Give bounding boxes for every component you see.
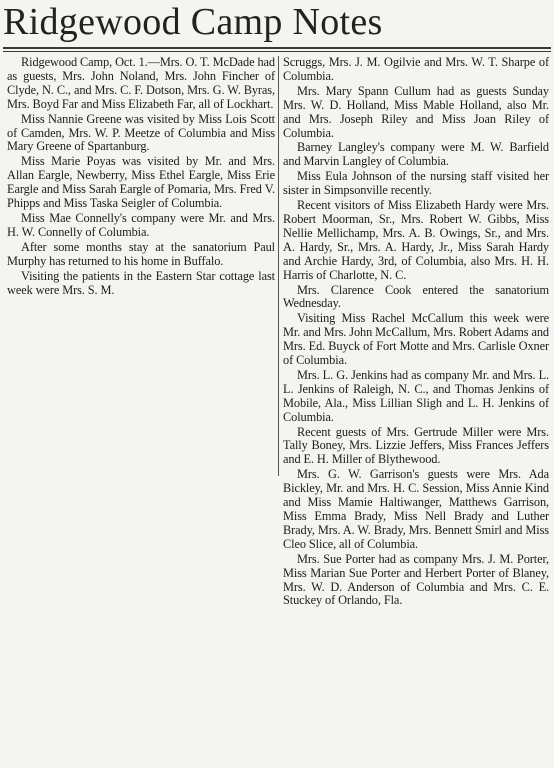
paragraph: Visiting Miss Rachel McCallum this week were Mr. and Mrs. John McCallum, Mrs. Robert Adams and Mrs. Ed. Buyck of Fort Motte and Mrs. Carlisle Oxner of Columbia.	[283, 311, 549, 368]
paragraph: Barney Langley's company were M. W. Barfield and Marvin Langley of Columbia.	[283, 140, 549, 169]
paragraph: Miss Nannie Greene was visited by Miss Lois Scott of Camden, Mrs. W. P. Meetze of Columbia and Miss Mary Greene of Spartanburg.	[7, 111, 275, 154]
paragraph: Visiting the patients in the Eastern Star cottage last week were Mrs. S. M.	[7, 268, 275, 297]
paragraph: Ridgewood Camp, Oct. 1.—Mrs. O. T. McDade had as guests, Mrs. John Noland, Mrs. John Fincher of Clyde, N. C., and Mrs. C. F. Dotson, Mrs. G. W. Byras, Mrs. Boyd Far and Miss Elizabeth Far, all of Lockhart.	[7, 55, 275, 111]
paragraph: Recent visitors of Miss Elizabeth Hardy were Mrs. Robert Moorman, Sr., Mrs. Robert W. Gibbs, Miss Nellie Mellichamp, Mrs. A. B. Owings, Sr., and Mrs. A. Hardy, Sr., Mrs. A. Hardy, Jr., Miss Sarah Hardy and Archie Hardy, 3rd, of Columbia, also Mrs. H. H. Harris of Charlotte, N. C.	[283, 198, 549, 282]
left-column	[7, 56, 275, 768]
paragraph: Scruggs, Mrs. J. M. Ogilvie and Mrs. W. T. Sharpe of Columbia.	[283, 55, 549, 83]
paragraph: After some months stay at the sanatorium Paul Murphy has returned to his home in Buffalo.	[7, 239, 275, 268]
paragraph: Recent guests of Mrs. Gertrude Miller were Mrs. Tally Boney, Mrs. Lizzie Jeffers, Miss Frances Jeffers and E. H. Miller of Blythewood.	[283, 424, 549, 467]
paragraph: Mrs. Mary Spann Cullum had as guests Sunday Mrs. W. D. Holland, Miss Mable Holland, also Mr. and Mrs. Joseph Riley and Miss Joan Riley of Columbia.	[283, 83, 549, 140]
paragraph: Miss Mae Connelly's company were Mr. and Mrs. H. W. Connelly of Columbia.	[7, 210, 275, 239]
headline: Ridgewood Camp Notes	[3, 1, 383, 43]
paragraph: Miss Marie Poyas was visited by Mr. and Mrs. Allan Eargle, Newberry, Miss Ethel Eargle, Miss Erie Eargle and Miss Sarah Eargle of Pomaria, Mrs. Fred V. Phipps and Miss Taska Seigler of Columbia.	[7, 154, 275, 211]
paragraph: Mrs. G. W. Garrison's guests were Mrs. Ada Bickley, Mr. and Mrs. H. C. Session, Miss Annie Kind and Miss Mamie Haltiwanger, Matthews Garrison, Miss Emma Brady, Miss Nell Brady and Luther Brady, Mrs. A. W. Brady, Mrs. Bennett Smirl and Miss Cleo Slice, all of Columbia.	[283, 467, 549, 551]
right-column	[283, 56, 549, 768]
column-divider	[278, 56, 279, 476]
paragraph: Miss Eula Johnson of the nursing staff visited her sister in Simpsonville recently.	[283, 169, 549, 198]
paragraph: Mrs. Sue Porter had as company Mrs. J. M. Porter, Miss Marian Sue Porter and Herbert Porter of Blaney, Mrs. W. D. Anderson of Columbia and Mrs. C. E. Stuckey of Orlando, Fla.	[283, 551, 549, 608]
paragraph: Mrs. Clarence Cook entered the sanatorium Wednesday.	[283, 282, 549, 311]
paragraph: Mrs. L. G. Jenkins had as company Mr. and Mrs. L. L. Jenkins of Raleigh, N. C., and Thomas Jenkins of Mobile, Ala., Miss Lillian Sligh and L. H. Jenkins of Columbia.	[283, 367, 549, 424]
headline-rule	[3, 47, 551, 49]
headline-rule-thin	[3, 51, 551, 52]
